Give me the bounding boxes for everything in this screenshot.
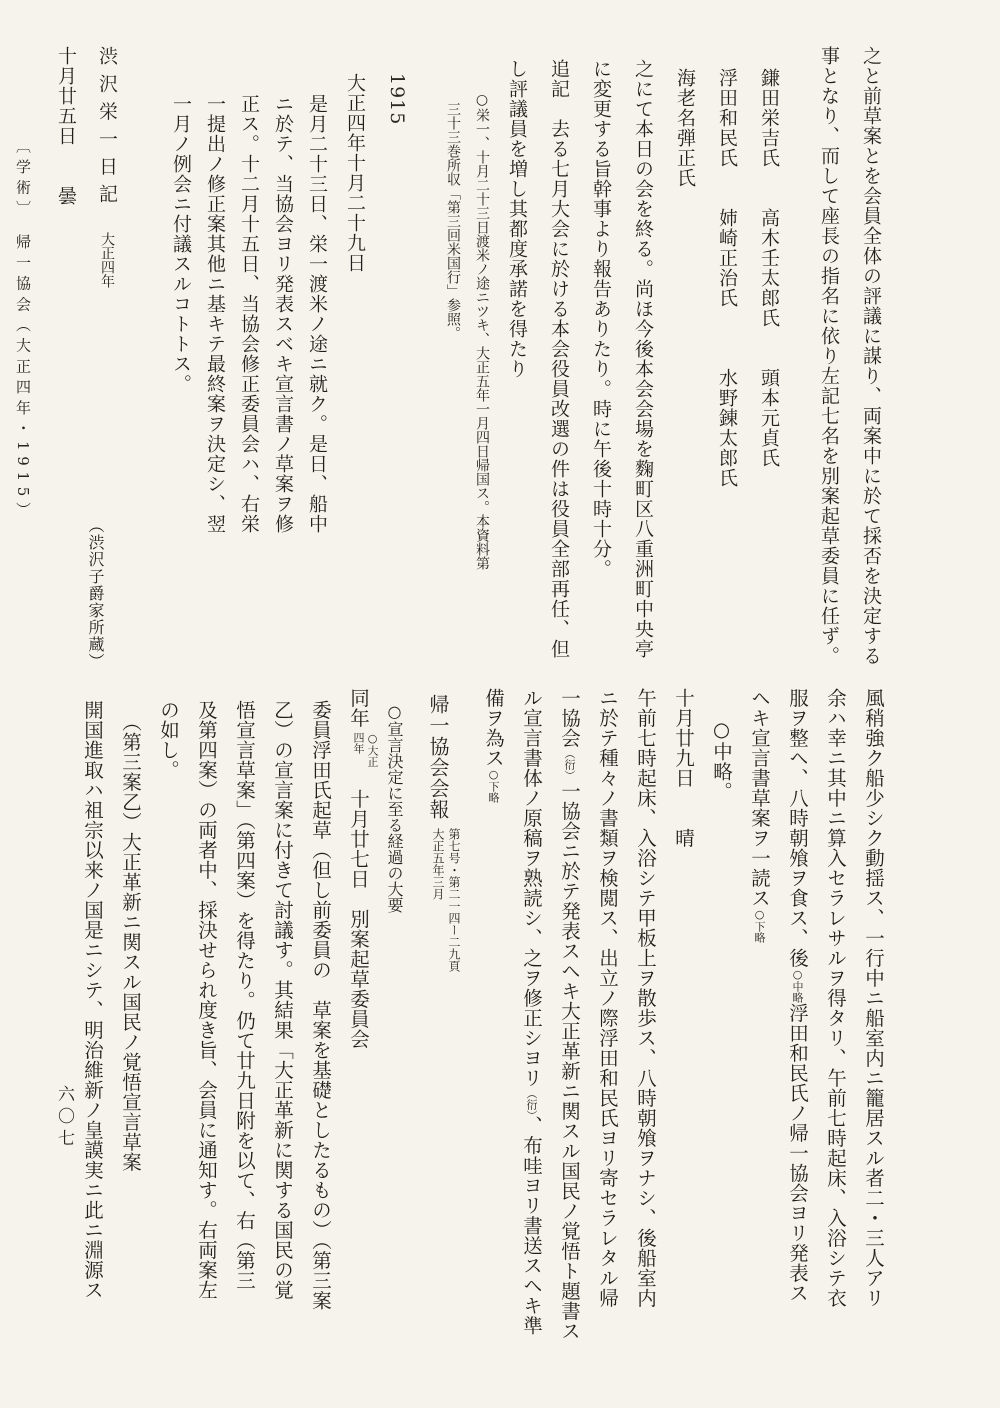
gist-line-1: 之と前草案とを会員全体の評議に謀り、両案中に於て採否を決定する xyxy=(860,46,882,666)
diary-line-2: 余ハ幸ニ其中ニ算入セラレサルヲ得タリ、午前七時起床、入浴シテ衣 xyxy=(824,688,847,1308)
diary-line-3-text-after: 浮田和民氏ノ帰一協会ヨリ発表ス xyxy=(786,1003,809,1303)
bulletin-body-line-2: 委員浮田氏起草（但し前委員の 草案を基礎としたるもの）（第三案 xyxy=(309,700,332,1311)
entry-western-year: 1915 xyxy=(386,73,408,126)
omission-note: ○下略 xyxy=(753,908,766,943)
bulletin-reference xyxy=(430,828,462,972)
gist-line-2: 事となり、而して座長の指名に依り左記七名を別案起草委員に任ず。 xyxy=(818,46,840,666)
diary-line-7: 午前七時起床、入浴シテ甲板上ヲ散歩ス、八時朝飧ヲナシ、後船室内 xyxy=(634,688,657,1308)
top-text-block xyxy=(14,46,892,674)
diary-line-10-text: ル宣言書体ノ原稿ヲ熟読シ、之ヲ修正シヨリ xyxy=(520,688,543,1088)
source-note-line-1: ○栄一、十月二十三日渡米ノ途ニツキ、大正五年一月四日帰国ス。本資料第 xyxy=(474,92,490,570)
diary-date-line: 十月廿五日 曇 xyxy=(55,46,77,206)
bulletin-ref-date: 大正五年三月 xyxy=(431,828,445,900)
committee-names-line-1: 鎌田栄吉氏 高木壬太郎氏 頭本元貞氏 xyxy=(758,68,780,468)
year-gloss xyxy=(351,732,379,767)
entry-date-header xyxy=(334,46,418,674)
diary-source-owner: （渋沢子爵家所蔵） xyxy=(86,517,105,670)
diary-source-year: 大正四年 xyxy=(99,232,115,289)
bulletin-body-line-8: 開国進取ハ祖宗以来ノ国是ニシテ、明治維新ノ皇謨実ニ此ニ淵源ス xyxy=(81,700,104,1300)
diary-source-title: 渋沢栄一日記 xyxy=(96,46,118,212)
bulletin-line-1-text: 同年 xyxy=(347,688,370,728)
diary-line-4 xyxy=(740,688,778,1364)
entry-body-line-2: ニ於テ、当協会ヨリ発表スベキ宣言書ノ草案ヲ修 xyxy=(272,94,294,534)
closing-line-4: し評議員を増し其都度承諾を得たり xyxy=(506,59,528,379)
omission-note: ○下略 xyxy=(487,768,500,803)
bulletin-heading: ○宣言決定に至る経過の大要 xyxy=(385,702,404,913)
bulletin-body-line-6: の如し。 xyxy=(157,700,180,780)
bulletin-body-line-1 xyxy=(339,688,379,1364)
diary-line-4-text: ヘキ宣言書草案ヲ一読ス xyxy=(748,688,771,908)
omission-note: ○中略 xyxy=(791,968,804,1003)
redundancy-note: （衍） xyxy=(563,748,576,781)
committee-names-line-2: 浮田和民氏 姉崎正治氏 水野錬太郎氏 xyxy=(716,68,738,488)
closing-line-1: 之にて本日の会を終る。尚ほ今後本会会場を麴町区八重洲町中央亭 xyxy=(632,59,654,659)
diary-line-8: ニ於テ種々ノ書類ヲ検閲ス、出立ノ際浮田和民氏ヨリ寄セラレタル帰 xyxy=(596,688,619,1308)
committee-names-line-3: 海老名弾正氏 xyxy=(674,68,696,188)
year-gloss-line-1: ○大正 xyxy=(366,732,379,767)
source-note-line-2: 三十三巻所収「第三回米国行」参照。 xyxy=(445,102,461,340)
bulletin-source-line xyxy=(419,688,462,1364)
closing-line-3: 追記 去る七月大会に於ける本会役員改選の件は役員全部再任、但 xyxy=(548,59,570,659)
bulletin-body-line-4: 悟宣言草案」（第四案）を得たり。仍て廿九日附を以て、右（第三 xyxy=(233,700,256,1291)
diary-line-3-text: 服ヲ整ヘ、八時朝飧ヲ食ス、後 xyxy=(786,688,809,968)
year-gloss-line-2: 四年 xyxy=(352,732,365,754)
bulletin-body-line-5: 及第四案）の両者中、採決せられ度き旨、会員に通知す。右両案左 xyxy=(195,700,218,1300)
bulletin-body-line-7: （第三案乙）大正革新ニ関スル国民ノ覚悟宣言草案 xyxy=(119,712,142,1172)
entry-body-line-3: 正ス。十二月十五日、当協会修正委員会ハ、右栄 xyxy=(238,94,260,534)
diary-line-10 xyxy=(512,688,550,1364)
bulletin-line-1-text-after: 十月廿七日 別案起草委員会 xyxy=(347,769,370,1049)
redundancy-note: （衍） xyxy=(525,1088,538,1116)
diary-line-5: ○中略。 xyxy=(710,718,733,802)
bulletin-ref-issue: 第七号・第二一四ー二九頁 xyxy=(447,828,461,972)
diary-line-6: 十月廿九日 晴 xyxy=(672,688,695,848)
diary-line-11-text: 備ヲ為ス xyxy=(482,688,505,768)
diary-source-line xyxy=(86,46,128,674)
bottom-text-block xyxy=(28,688,892,1364)
bulletin-body-line-3: 乙）の宣言案に付きて討議す。其結果「大正革新に関する国民の覚 xyxy=(271,700,294,1300)
diary-line-3 xyxy=(778,688,816,1364)
diary-line-1: 風稍強ク船少シク動揺ス、一行中ニ船室内ニ籠居スル者二・三人アリ xyxy=(862,688,885,1308)
bulletin-title: 帰一協会会報 xyxy=(426,694,450,820)
closing-line-2: に変更する旨幹事より報告ありたり。時に午後十時十分。 xyxy=(590,59,612,579)
entry-body-line-1: 是月二十三日、栄一渡米ノ途ニ就ク。是日、船中 xyxy=(306,94,328,534)
diary-line-9-text: 一協会 xyxy=(558,688,581,748)
diary-line-10-text-after: 、布哇ヨリ書送スヘキ準 xyxy=(520,1115,543,1336)
diary-line-9-text-after: 一協会ニ於テ発表スヘキ大正革新ニ関スル国民ノ覚悟ト題書ス xyxy=(558,781,581,1341)
running-head: 〔学術〕 帰一協会（大正四年・1915） xyxy=(14,138,32,523)
entry-date: 大正四年十月二十九日 xyxy=(344,73,366,273)
entry-body-line-4: 一提出ノ修正案其他ニ基キテ最終案ヲ決定シ、翌 xyxy=(204,94,226,534)
diary-line-9 xyxy=(550,688,588,1364)
entry-body-line-5: 一月ノ例会ニ付議スルコトトス。 xyxy=(170,94,192,394)
page-number: 六〇七 xyxy=(54,1085,74,1151)
diary-line-11 xyxy=(474,688,512,1364)
